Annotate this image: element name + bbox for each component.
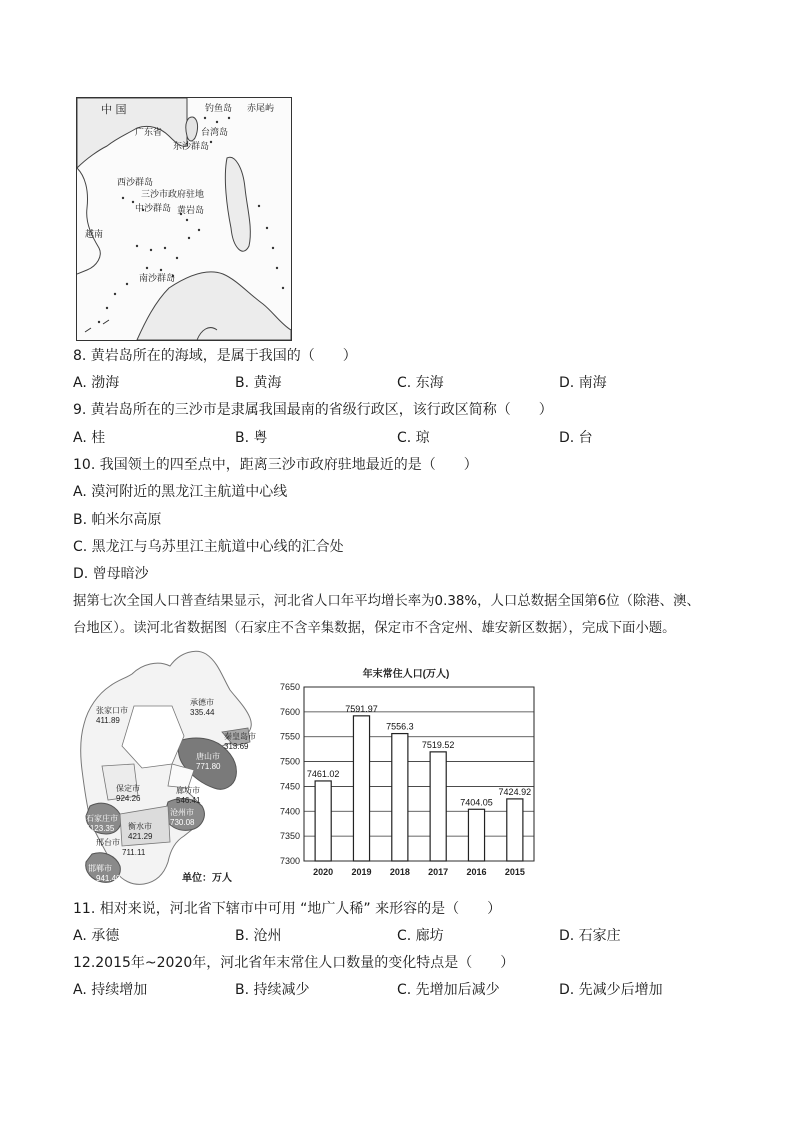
city-tangshan-name: 唐山市: [196, 752, 220, 761]
bar-value-label: 7519.52: [421, 739, 455, 750]
question-8-option-d[interactable]: D. 南海: [559, 375, 607, 391]
question-11-stem: 11. 相对来说，河北省下辖市中可用 “地广人稀” 来形容的是（ ）: [73, 901, 502, 917]
city-hengshui-name: 衡水市: [128, 822, 152, 831]
city-xingtai-name: 邢台市: [96, 838, 120, 847]
question-10-stem: 10. 我国领土的四至点中，距离三沙市政府驻地最近的是（ ）: [73, 457, 478, 473]
question-12-option-c[interactable]: C. 先增加后减少: [397, 982, 500, 998]
question-10-option-c[interactable]: C. 黑龙江与乌苏里江主航道中心线的汇合处: [73, 539, 344, 555]
chart-bar-2018: [392, 734, 408, 861]
south-china-sea-map: [76, 97, 292, 341]
question-10-option-b[interactable]: B. 帕米尔高原: [73, 512, 162, 528]
y-tick-label: 7400: [279, 806, 300, 817]
city-handan-value: 941.40: [96, 874, 121, 883]
map-label-china: 中 国: [101, 103, 127, 116]
passage-line-2: 台地区）。读河北省数据图（石家庄不含辛集数据，保定市不含定州、雄安新区数据），完成下面小题。: [73, 621, 676, 636]
question-12-option-d[interactable]: D. 先减少后增加: [559, 982, 663, 998]
map-label-nansha: 南沙群岛: [139, 274, 176, 284]
question-9-option-d[interactable]: D. 台: [559, 430, 593, 446]
map-label-dongsha: 东沙群岛: [173, 142, 210, 152]
map-label-xisha: 西沙群岛: [117, 178, 154, 188]
question-9-stem: 9. 黄岩岛所在的三沙市是隶属我国最南的省级行政区，该行政区简称（ ）: [73, 402, 553, 418]
x-tick-label: 2018: [389, 867, 410, 877]
question-9-option-b[interactable]: B. 粤: [235, 430, 268, 446]
map-label-guangdong: 广东省: [135, 128, 163, 138]
x-tick-label: 2016: [466, 867, 487, 877]
y-tick-label: 7450: [279, 781, 300, 792]
question-8-option-c[interactable]: C. 东海: [397, 375, 444, 391]
y-tick-label: 7650: [279, 682, 300, 692]
population-bar-chart: [272, 665, 540, 885]
question-11-option-b[interactable]: B. 沧州: [235, 928, 282, 944]
question-9-option-a[interactable]: A. 桂: [73, 430, 106, 446]
map-unit-label: 单位：万人: [182, 873, 232, 884]
chart-bar-2017: [430, 752, 446, 861]
y-tick-label: 7350: [279, 831, 300, 842]
y-tick-label: 7500: [279, 756, 300, 767]
city-zhangjiakou-value: 411.89: [96, 716, 120, 725]
bar-value-label: 7591.97: [345, 703, 378, 714]
x-tick-label: 2017: [428, 867, 449, 877]
question-12-stem: 12.2015年~2020年，河北省年末常住人口数量的变化特点是（ ）: [73, 955, 515, 971]
map-label-zhongsha: 中沙群岛: [135, 204, 172, 214]
city-qinhuangdao-value: 313.69: [224, 742, 249, 751]
x-tick-label: 2020: [313, 867, 334, 877]
map-label-taiwan: 台湾岛: [201, 128, 229, 138]
chart-title: 年末常住人口(万人): [362, 669, 450, 680]
bar-chart-svg: [272, 665, 540, 885]
city-chengde-value: 335.44: [190, 708, 215, 717]
question-12-option-a[interactable]: A. 持续增加: [73, 982, 148, 998]
city-qinhuangdao-name: 秦皇岛市: [224, 732, 256, 741]
bar-value-label: 7404.05: [460, 797, 493, 808]
map-label-sansha-gov: 三沙市政府驻地: [141, 190, 205, 200]
city-xingtai-value: 711.11: [122, 848, 146, 857]
city-shijiazhuang-value: 1123.35: [86, 824, 115, 833]
city-hengshui-value: 421.29: [128, 832, 153, 841]
city-zhangjiakou-name: 张家口市: [96, 706, 128, 715]
city-langfang-value: 546.41: [176, 796, 201, 805]
y-tick-label: 7550: [279, 731, 300, 742]
question-8-stem: 8. 黄岩岛所在的海域，是属于我国的（ ）: [73, 348, 357, 364]
y-tick-label: 7600: [279, 706, 300, 717]
question-8-option-a[interactable]: A. 渤海: [73, 375, 120, 391]
hebei-population-map: [72, 646, 272, 891]
map-label-vietnam: 越南: [85, 230, 104, 240]
city-cangzhou-name: 沧州市: [170, 808, 194, 817]
x-tick-label: 2019: [351, 867, 372, 877]
city-chengde-name: 承德市: [190, 698, 214, 707]
question-12-option-b[interactable]: B. 持续减少: [235, 982, 310, 998]
map-label-chiwei: 赤尾屿: [247, 104, 275, 114]
chart-bar-2015: [507, 799, 523, 861]
question-11-option-a[interactable]: A. 承德: [73, 928, 120, 944]
map-label-huangyan: 黄岩岛: [177, 206, 205, 216]
map-label-diaoyu: 钓鱼岛: [205, 104, 233, 114]
bar-value-label: 7461.02: [306, 768, 340, 779]
question-9-option-c[interactable]: C. 琼: [397, 430, 430, 446]
city-baoding-name: 保定市: [116, 784, 140, 793]
sea-map-drawing: [77, 98, 291, 340]
bar-value-label: 7424.92: [498, 786, 532, 797]
question-11-option-c[interactable]: C. 廊坊: [397, 928, 444, 944]
city-langfang-name: 廊坊市: [176, 786, 200, 795]
question-10-option-a[interactable]: A. 漠河附近的黑龙江主航道中心线: [73, 484, 288, 500]
chart-bar-2016: [468, 809, 484, 861]
city-shijiazhuang-name: 石家庄市: [86, 814, 118, 823]
chart-bar-2020: [315, 781, 331, 861]
city-tangshan-value: 771.80: [196, 762, 221, 771]
city-handan-name: 邯郸市: [88, 864, 112, 873]
city-cangzhou-value: 730.08: [170, 818, 195, 827]
chart-bar-2019: [353, 716, 369, 861]
question-11-option-d[interactable]: D. 石家庄: [559, 928, 621, 944]
x-tick-label: 2015: [504, 867, 525, 877]
bar-value-label: 7556.3: [386, 721, 414, 732]
question-8-option-b[interactable]: B. 黄海: [235, 375, 282, 391]
hebei-map-drawing: [72, 646, 272, 891]
y-tick-label: 7300: [279, 856, 300, 866]
passage-line-1: 据第七次全国人口普查结果显示，河北省人口年平均增长率为0.38%，人口总数据全国第6位（除港、澳、: [73, 594, 700, 609]
question-10-option-d[interactable]: D. 曾母暗沙: [73, 566, 149, 582]
city-baoding-value: 924.26: [116, 794, 141, 803]
